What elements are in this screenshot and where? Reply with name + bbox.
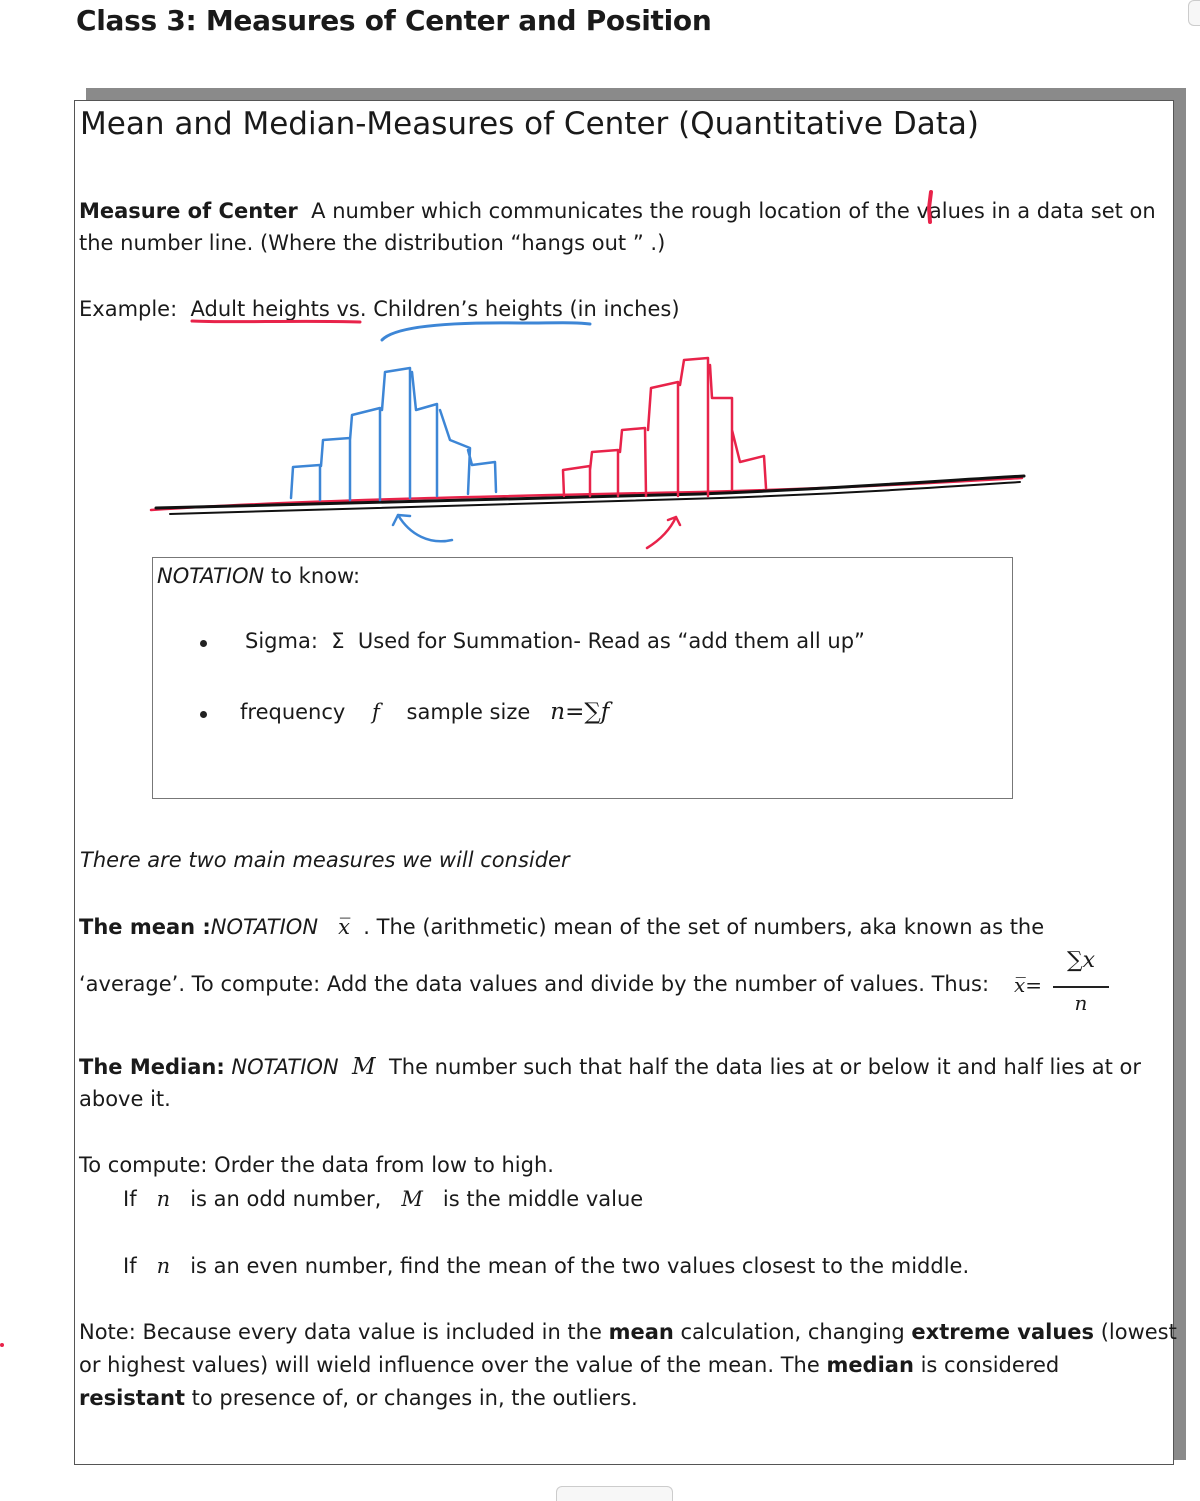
ink-red-underline xyxy=(192,321,360,322)
bullet-dot xyxy=(200,640,207,647)
notation-box-title xyxy=(157,564,360,588)
n-symbol: n xyxy=(156,1187,171,1211)
fraction-bar xyxy=(1053,986,1109,988)
compute-even-line xyxy=(123,1254,969,1278)
compute-intro: To compute: Order the data from low to high. xyxy=(79,1153,554,1177)
sample-size-formula: n=∑f xyxy=(550,699,610,725)
page-indicator-tab[interactable] xyxy=(556,1486,673,1501)
sigma-desc: Used for Summation- Read as “add them all up” xyxy=(357,629,865,653)
sigma-label: Sigma: xyxy=(245,629,318,653)
mean-notation: NOTATION xyxy=(210,915,319,939)
section-title: Mean and Median-Measures of Center (Quantitative Data) xyxy=(80,106,979,142)
note-line1: Note: Because every data value is included in the mean calculation, changing extreme values (lowest xyxy=(79,1320,1177,1344)
measure-of-center-line2: the number line. (Where the distribution “hangs out ” .) xyxy=(79,231,666,255)
measure-of-center-term: Measure of Center xyxy=(79,199,298,223)
note-line3: resistant to presence of, or changes in, the outliers. xyxy=(79,1386,638,1410)
middle-desc: is the middle value xyxy=(442,1187,644,1211)
sample-size-label: sample size xyxy=(406,700,531,724)
example-unit: (in inches) xyxy=(569,297,680,321)
mean-term: The mean : xyxy=(79,915,211,939)
sigma-line xyxy=(245,629,865,653)
mean-line1 xyxy=(79,915,1044,939)
n-symbol: n xyxy=(156,1254,171,1278)
mean-desc2: ‘average’. To compute: Add the data values and divide by the number of values. Thus: xyxy=(79,972,990,996)
ink-blue-histogram xyxy=(291,368,496,500)
mean-formula-denominator: n xyxy=(1074,991,1088,1015)
bullet-dot xyxy=(200,711,207,718)
note-line2: or highest values) will wield influence over the value of the mean. The median is considered xyxy=(79,1353,1060,1377)
frequency-symbol: f xyxy=(372,700,380,724)
median-term: The Median: xyxy=(79,1055,225,1079)
notation-title-rest: to know: xyxy=(264,564,361,588)
ink-red-histogram xyxy=(563,358,766,496)
ink-red-tick xyxy=(929,192,931,222)
median-line1 xyxy=(79,1054,1141,1080)
median-desc1: The number such that half the data lies at or below it and half lies at or xyxy=(388,1055,1141,1079)
ink-red-arrow xyxy=(647,517,680,548)
example-label: Example: xyxy=(79,297,178,321)
margin-ink-dot xyxy=(0,1343,4,1347)
mean-formula-lhs: x̅= xyxy=(1014,973,1043,997)
example-adult: Adult heights xyxy=(190,297,330,321)
example-children: Children’s heights xyxy=(373,297,563,321)
frequency-line xyxy=(240,699,609,725)
notation-box xyxy=(152,557,1013,799)
ink-blue-underline xyxy=(382,323,590,340)
median-desc2: above it. xyxy=(79,1087,171,1111)
if-odd: If xyxy=(123,1187,137,1211)
frequency-label: frequency xyxy=(240,700,346,724)
compute-odd-line xyxy=(123,1187,643,1211)
measure-of-center-def: A number which communicates the rough location of the values in a data set on xyxy=(311,199,1156,223)
median-symbol: M xyxy=(352,1054,376,1080)
notation-title-italic: NOTATION xyxy=(157,564,265,588)
example-vs: vs. xyxy=(336,297,367,321)
m-symbol: M xyxy=(401,1187,423,1211)
class-title: Class 3: Measures of Center and Position xyxy=(76,4,712,37)
median-notation: NOTATION xyxy=(231,1055,339,1079)
ink-blue-arrow xyxy=(393,515,452,541)
even-desc: is an even number, find the mean of the two values closest to the middle. xyxy=(190,1254,970,1278)
if-even: If xyxy=(123,1254,137,1278)
two-measures-intro: There are two main measures we will consider xyxy=(80,848,570,872)
mean-symbol: x̅ xyxy=(338,915,350,939)
mean-formula-numerator: ∑x xyxy=(1066,948,1096,973)
sigma-symbol: Σ xyxy=(331,629,345,653)
mean-desc1: . The (arithmetic) mean of the set of numbers, aka known as the xyxy=(363,915,1045,939)
odd-desc: is an odd number, xyxy=(190,1187,382,1211)
